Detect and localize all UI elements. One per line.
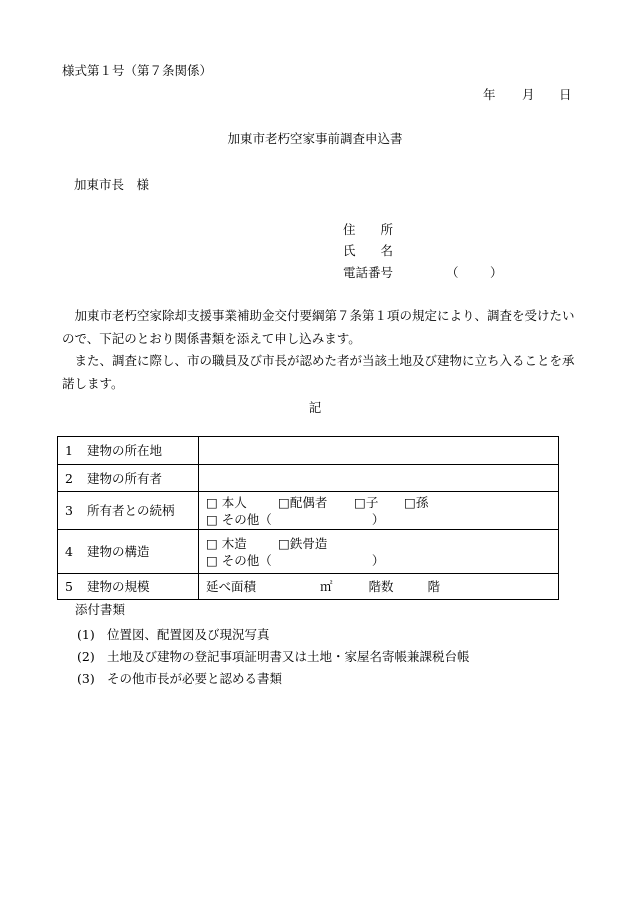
option-grandchild[interactable] xyxy=(404,494,428,511)
row-label-text: 建物の所在地 xyxy=(87,443,163,458)
other-paren-close: ） xyxy=(371,511,385,527)
phone-paren-close: ） xyxy=(490,265,503,280)
name-label: 氏 名 xyxy=(343,243,394,258)
row-label xyxy=(58,492,199,530)
row-label xyxy=(58,574,199,600)
row-number: 2 xyxy=(65,470,73,486)
document-title: 加東市老朽空家事前調査申込書 xyxy=(227,131,403,146)
relationship-options xyxy=(199,492,559,530)
row-label-text: 建物の所有者 xyxy=(87,470,163,486)
building-scale-field[interactable] xyxy=(199,574,559,600)
attachment-text: 土地及び建物の登記事項証明書又は土地・家屋名寄帳兼課税台帳 xyxy=(107,649,470,664)
checkbox-icon[interactable]: □ xyxy=(206,535,218,551)
table-row xyxy=(58,465,559,492)
row-label-text: 建物の規模 xyxy=(87,579,150,594)
other-paren-close: ） xyxy=(371,552,385,568)
attachment-number: (2) xyxy=(77,649,95,664)
checkbox-icon[interactable]: □ xyxy=(278,535,290,551)
option-label: 木造 xyxy=(221,535,247,551)
option-label: 配偶者 xyxy=(289,494,328,510)
attachment-item xyxy=(77,649,470,665)
date-day-label: 日 xyxy=(559,87,572,102)
attachment-number: (1) xyxy=(77,627,95,642)
phone-paren-open: （ xyxy=(446,265,459,280)
property-table xyxy=(57,436,559,600)
attachment-item xyxy=(77,627,270,643)
ki-label: 記 xyxy=(308,400,322,415)
row-label xyxy=(58,530,199,574)
row-number: 5 xyxy=(65,579,73,594)
option-child[interactable] xyxy=(354,494,404,511)
checkbox-icon[interactable]: □ xyxy=(206,511,218,527)
building-owner-field[interactable] xyxy=(199,465,559,492)
checkbox-icon[interactable]: □ xyxy=(206,552,218,568)
option-label: 子 xyxy=(365,494,379,510)
other-label: その他（ xyxy=(221,511,272,527)
attachment-text: その他市長が必要と認める書類 xyxy=(107,671,283,686)
row-label xyxy=(58,465,199,492)
option-label: 鉄骨造 xyxy=(289,535,328,551)
attachment-number: (3) xyxy=(77,671,95,686)
other-label: その他（ xyxy=(221,552,272,568)
table-row xyxy=(58,574,559,600)
checkbox-icon[interactable]: □ xyxy=(354,494,366,510)
row-label xyxy=(58,437,199,465)
address-label: 住 所 xyxy=(343,222,394,237)
phone-label: 電話番号 xyxy=(343,265,394,280)
application-paragraph: 加東市老朽空家除却支援事業補助金交付要綱第７条第１項の規定により、調査を受けたいので、下記のとおり関係書類を添えて申し込みます。 xyxy=(62,308,575,346)
area-unit: ㎡ xyxy=(320,579,333,594)
attachment-item xyxy=(77,671,282,687)
option-steel[interactable] xyxy=(278,535,327,552)
floors-unit: 階 xyxy=(427,579,441,594)
addressee: 加東市長 様 xyxy=(74,177,150,192)
option-other[interactable] xyxy=(206,552,384,569)
consent-paragraph: また、調査に際し、市の職員及び市長が認めた者が当該土地及び建物に立ち入ることを承諾します。 xyxy=(62,353,575,391)
checkbox-icon[interactable]: □ xyxy=(206,494,218,510)
structure-options xyxy=(199,530,559,574)
checkbox-icon[interactable]: □ xyxy=(278,494,290,510)
row-number: 1 xyxy=(65,443,73,458)
row-number: 3 xyxy=(65,503,73,518)
option-label: 孫 xyxy=(415,494,429,510)
option-label: 本人 xyxy=(221,494,247,510)
form-number: 様式第１号（第７条関係） xyxy=(62,63,213,78)
attachment-text: 位置図、配置図及び現況写真 xyxy=(107,627,270,642)
row-label-text: 建物の構造 xyxy=(87,544,150,559)
row-number: 4 xyxy=(65,544,73,559)
attachments-heading: 添付書類 xyxy=(75,602,126,617)
floors-label: 階数 xyxy=(368,579,394,594)
floor-area-label: 延べ面積 xyxy=(206,579,257,594)
table-row xyxy=(58,492,559,530)
row-label-text: 所有者との続柄 xyxy=(87,503,175,518)
option-wood[interactable] xyxy=(206,535,278,552)
table-row xyxy=(58,437,559,465)
checkbox-icon[interactable]: □ xyxy=(404,494,416,510)
option-honnin[interactable] xyxy=(206,494,278,511)
option-spouse[interactable] xyxy=(278,494,354,511)
date-month-label: 月 xyxy=(522,87,535,102)
building-location-field[interactable] xyxy=(199,437,559,465)
option-other[interactable] xyxy=(206,511,384,528)
table-row xyxy=(58,530,559,574)
date-year-label: 年 xyxy=(483,87,496,102)
